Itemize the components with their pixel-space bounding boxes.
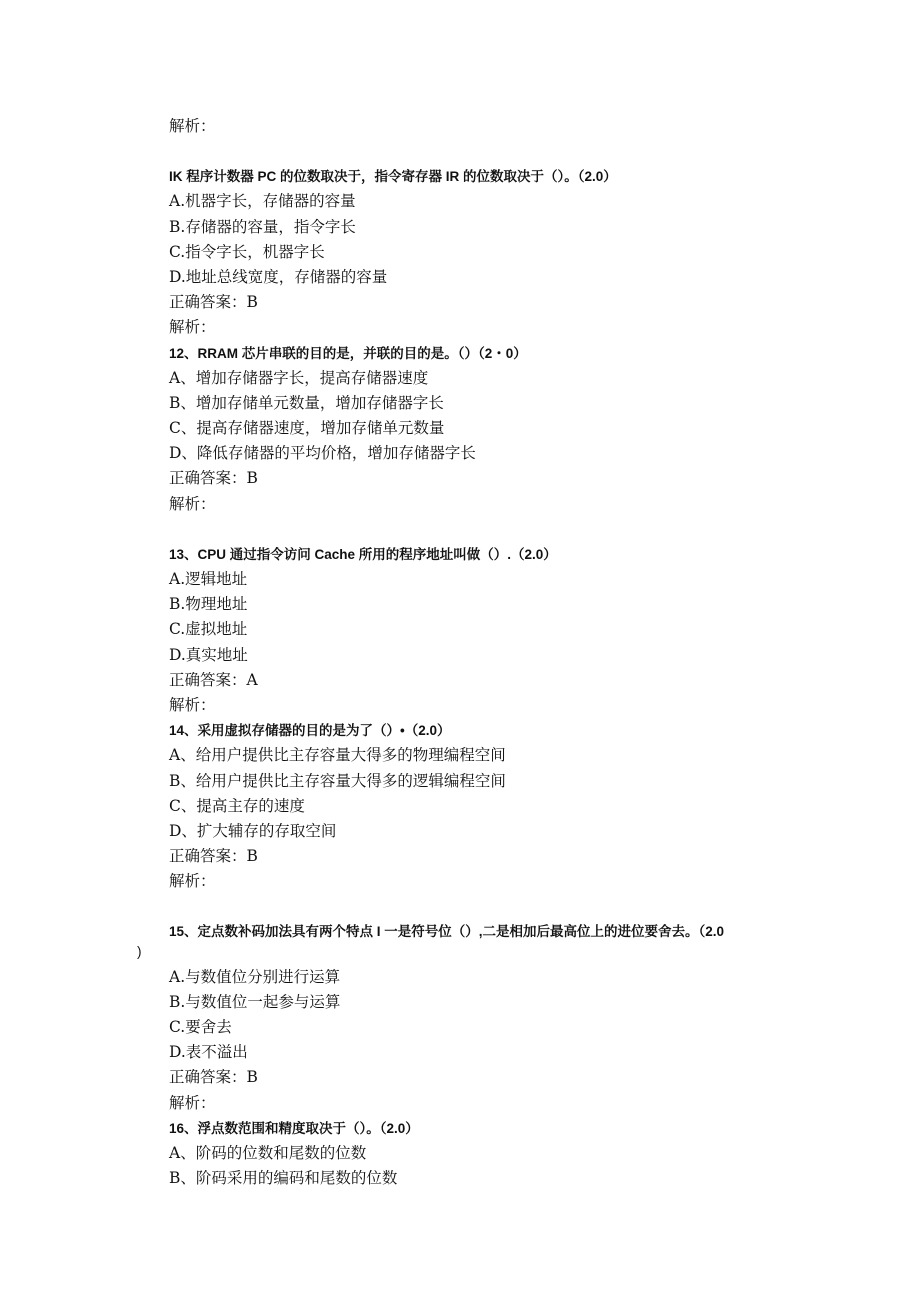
option-a: A、增加存储器字长，提高存储器速度 xyxy=(169,368,429,387)
question-stem: IK 程序计数器 PC 的位数取决于，指令寄存器 IR 的位数取决于（）。（2.0） xyxy=(169,169,617,185)
question-stem: 12、RRAM 芯片串联的目的是，并联的目的是。（）（2・0） xyxy=(169,345,527,361)
spacer xyxy=(0,517,920,542)
correct-answer: 正确答案：A xyxy=(169,670,258,689)
option-a: A、给用户提供比主存容量大得多的物理编程空间 xyxy=(169,746,506,765)
option-d: D、扩大辅存的存取空间 xyxy=(169,821,337,840)
option-b: B、增加存储单元数量，增加存储器字长 xyxy=(169,393,444,412)
option-b: B.存储器的容量，指令字长 xyxy=(169,217,356,236)
option-c: C.虚拟地址 xyxy=(169,620,248,639)
option-d: D.地址总线宽度，存储器的容量 xyxy=(169,267,388,286)
option-a: A、阶码的位数和尾数的位数 xyxy=(169,1143,367,1162)
question-stem: 13、CPU 通过指令访问 Cache 所用的程序地址叫做（）.（2.0） xyxy=(169,546,557,562)
analysis-label: 解析： xyxy=(169,1093,216,1112)
correct-answer: 正确答案：B xyxy=(169,847,258,866)
option-d: D.真实地址 xyxy=(169,645,248,664)
question-16 xyxy=(0,1116,920,1192)
question-stem-wrap: ) xyxy=(137,943,142,959)
analysis-label: 解析： xyxy=(169,117,216,135)
analysis-label: 解析： xyxy=(169,872,216,891)
analysis-label: 解析： xyxy=(169,695,216,714)
question-14 xyxy=(0,718,920,894)
option-a: A.机器字长，存储器的容量 xyxy=(169,192,356,211)
correct-answer: 正确答案：B xyxy=(169,293,258,312)
option-d: D.表不溢出 xyxy=(169,1043,248,1062)
correct-answer: 正确答案：B xyxy=(169,1068,258,1087)
question-stem: 14、采用虚拟存储器的目的是为了（）•（2.0） xyxy=(169,723,451,739)
question-11 xyxy=(0,164,920,340)
option-c: C、提高存储器速度，增加存储单元数量 xyxy=(169,419,445,438)
option-a: A.逻辑地址 xyxy=(169,570,248,588)
spacer xyxy=(0,894,920,919)
option-b: B、阶码采用的编码和尾数的位数 xyxy=(169,1169,398,1188)
option-b: B.与数值位一起参与运算 xyxy=(169,992,341,1011)
question-stem: 16、浮点数范围和精度取决于（）。（2.0） xyxy=(169,1120,419,1136)
option-c: C.要舍去 xyxy=(169,1018,232,1036)
spacer xyxy=(0,139,920,164)
option-b: B、给用户提供比主存容量大得多的逻辑编程空间 xyxy=(169,771,506,790)
option-b: B.物理地址 xyxy=(169,595,248,614)
question-12 xyxy=(0,341,920,517)
question-15 xyxy=(0,919,920,1115)
option-c: C.指令字长，机器字长 xyxy=(169,242,325,261)
question-13 xyxy=(0,542,920,718)
question-stem: 15、定点数补码加法具有两个特点 I 一是符号位（）,二是相加后最高位上的进位要舍去。（2.0 xyxy=(169,924,725,940)
analysis-label: 解析： xyxy=(169,318,216,337)
option-d: D、降低存储器的平均价格，增加存储器字长 xyxy=(169,444,476,463)
option-a: A.与数值位分别进行运算 xyxy=(169,967,341,986)
correct-answer: 正确答案：B xyxy=(169,469,258,488)
option-c: C、提高主存的速度 xyxy=(169,796,305,815)
analysis-label: 解析： xyxy=(169,494,216,513)
